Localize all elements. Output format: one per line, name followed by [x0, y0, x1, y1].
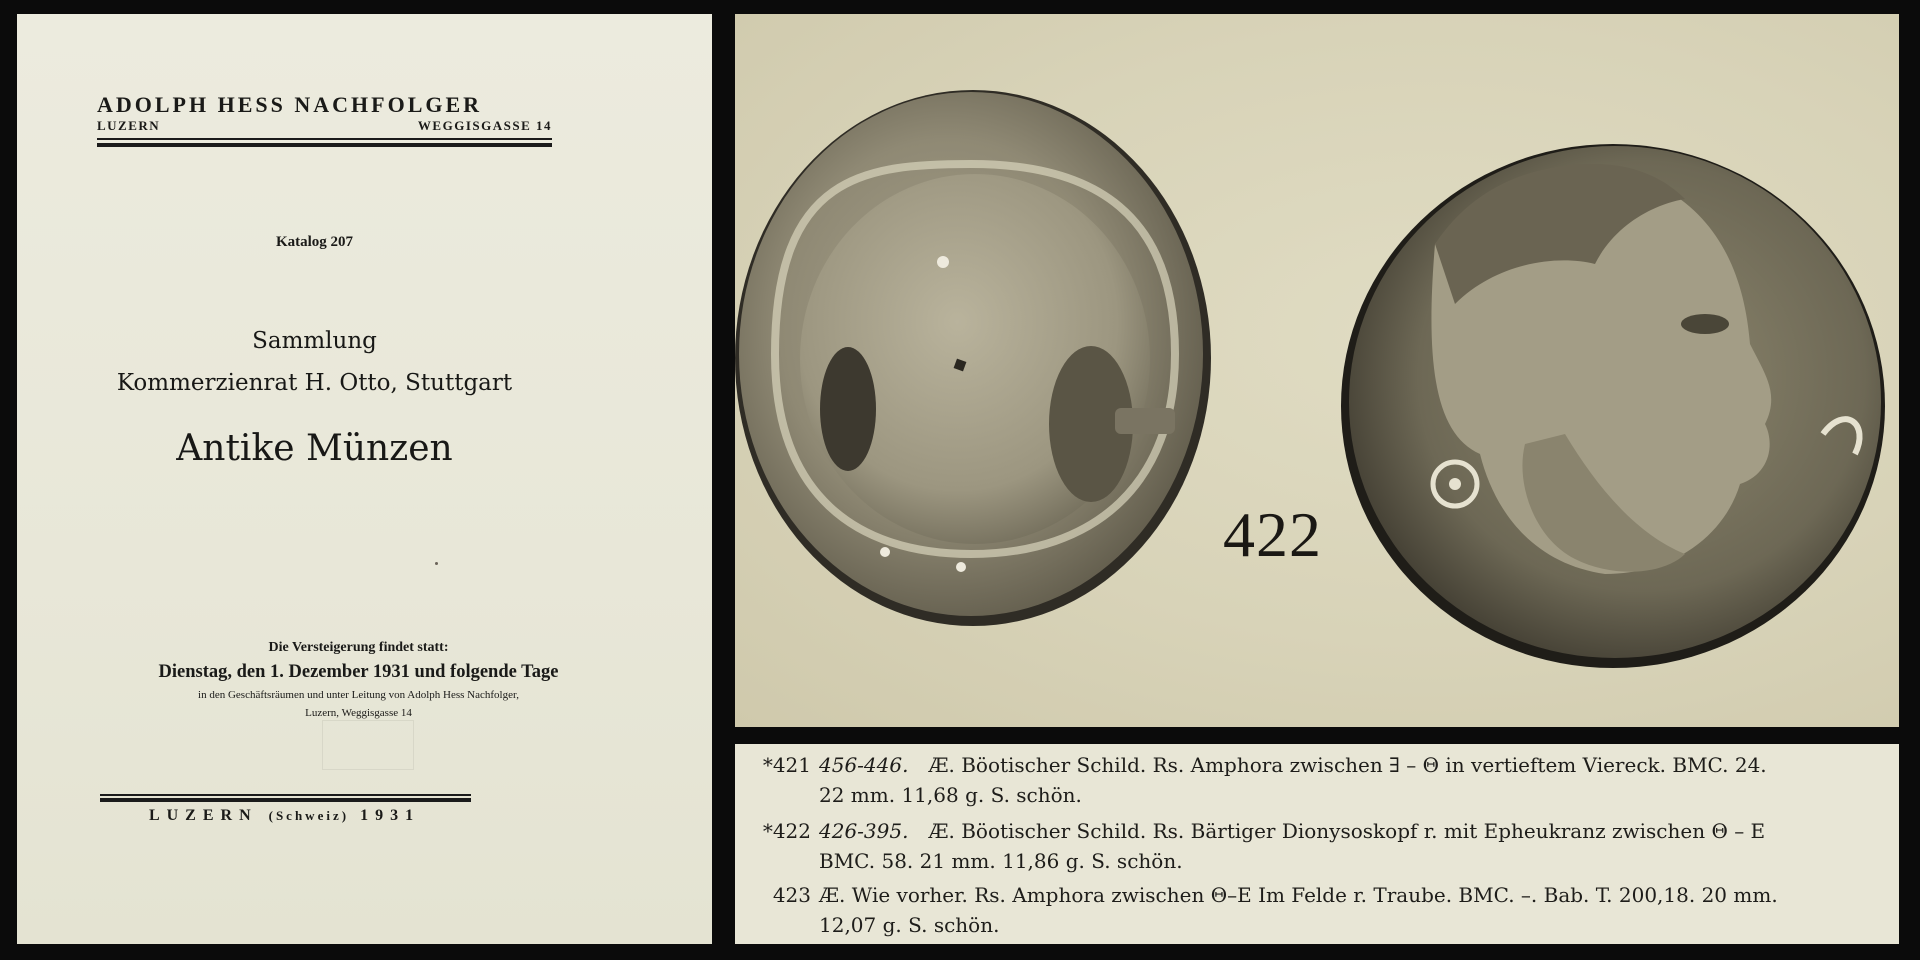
coin-obverse-shield: [735, 90, 1211, 626]
entry-line-1: Æ. Wie vorher. Rs. Amphora zwischen Θ–E Im Felde r. Traube. BMC. –. Bab. T. 200,18. 20 mm.: [819, 883, 1778, 907]
specular-dot: [956, 562, 966, 572]
footer-rule-thick: [100, 798, 471, 802]
entry-text: Æ. Böotischer Schild. Rs. Bärtiger Dionysoskopf r. mit Epheukranz zwischen Θ – E: [928, 819, 1766, 843]
publisher-address-row: [97, 118, 552, 134]
specular-dot: [937, 256, 949, 268]
catalog-descriptions: [735, 744, 1899, 944]
entry-line-2: 12,07 g. S. schön.: [819, 913, 1000, 937]
collection-title: Antike Münzen: [176, 428, 453, 469]
collection-line-1: Sammlung: [252, 328, 377, 354]
entry-line-1: [819, 816, 1765, 846]
eye: [1681, 314, 1729, 334]
imprint-year: 1931: [360, 807, 421, 824]
catalog-number: Katalog 207: [275, 234, 354, 250]
entry-line-1: [819, 750, 1767, 780]
auction-venue-line-1: in den Geschäftsräumen und unter Leitung von Adolph Hess Nachfolger,: [198, 689, 519, 701]
auction-date: Dienstag, den 1. Dezember 1931 und folgende Tage: [158, 662, 559, 682]
publisher-city: LUZERN: [97, 118, 161, 133]
header-rule-thin: [97, 138, 552, 140]
faint-library-stamp: [322, 720, 414, 770]
entry-number: 423: [772, 883, 811, 907]
entry-date: 456-446.: [819, 753, 909, 777]
publisher-street: WEGGISGASSE 14: [417, 118, 552, 133]
footer-rule-thin: [100, 794, 471, 796]
auction-venue-line-2: Luzern, Weggisgasse 14: [305, 707, 412, 719]
imprint-country: (Schweiz): [268, 808, 350, 823]
coin-plate-drawing: [735, 14, 1899, 727]
shield-grip: [1115, 408, 1175, 434]
auction-intro: Die Versteigerung findet statt:: [268, 640, 449, 655]
entry-number: *421: [762, 753, 811, 777]
entry-text: Æ. Böotischer Schild. Rs. Amphora zwischen ∃ – Θ in vertieftem Viereck. BMC. 24.: [928, 753, 1767, 777]
specular-dot: [880, 547, 890, 557]
entry-date: 426-395.: [819, 819, 909, 843]
plate-number: 422: [1223, 499, 1322, 570]
publisher-name: ADOLPH HESS NACHFOLGER: [97, 92, 483, 117]
collection-line-2: Kommerzienrat H. Otto, Stuttgart: [116, 370, 513, 396]
header-rule-thick: [97, 143, 552, 147]
paper-speck: [435, 562, 438, 565]
theta-dot: [1449, 478, 1461, 490]
coin-reverse-dionysos: [1341, 144, 1885, 668]
entry-line-2: 22 mm. 11,68 g. S. schön.: [819, 783, 1082, 807]
imprint-city: LUZERN: [148, 807, 258, 824]
shield-notch-left: [820, 347, 876, 471]
entry-number: *422: [762, 819, 811, 843]
imprint: [98, 807, 471, 825]
coin-plate-photo: [735, 14, 1899, 727]
entry-line-2: BMC. 58. 21 mm. 11,86 g. S. schön.: [819, 849, 1183, 873]
catalog-cover-page: [17, 14, 712, 944]
